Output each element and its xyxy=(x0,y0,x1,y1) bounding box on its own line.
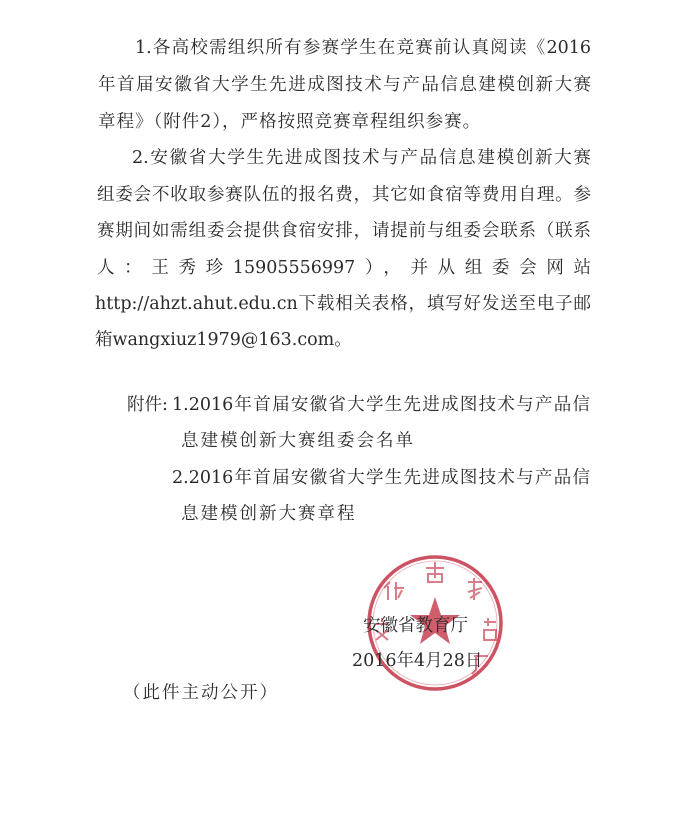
issuer-name: 安徽省教育厅 xyxy=(363,616,468,636)
paragraph2-line: 2.安徽省大学生先进成图技术与产品信息建模创新大赛 xyxy=(132,148,591,168)
paragraph2-line: 赛期间如需组委会提供食宿安排，请提前与组委会联系（联系 xyxy=(97,221,591,241)
attachments-label: 附件: xyxy=(127,395,168,415)
paragraph2-line: 箱wangxiuz1979@163.com。 xyxy=(95,330,352,350)
paragraph1-line: 年首届安徽省大学生先进成图技术与产品信息建模创新大赛 xyxy=(98,75,591,95)
paragraph2-line: 组委会不收取参赛队伍的报名费，其它如食宿等费用自理。参 xyxy=(97,185,591,205)
issue-date: 2016年4月28日 xyxy=(352,651,483,671)
attachment-item-2: 2.2016年首届安徽省大学生先进成图技术与产品信 xyxy=(172,468,590,488)
attachment-item-2-cont: 息建模创新大赛章程 xyxy=(181,504,357,524)
paragraph1-line: 章程》（附件2），严格按照竞赛章程组织参赛。 xyxy=(98,112,482,132)
attachment-item-1: 1.2016年首届安徽省大学生先进成图技术与产品信 xyxy=(172,395,590,415)
attachment-item-1-cont: 息建模创新大赛组委会名单 xyxy=(181,431,415,451)
paragraph1-line: 1.各高校需组织所有参赛学生在竞赛前认真阅读《2016 xyxy=(135,38,591,58)
paragraph2-line: http://ahzt.ahut.edu.cn下载相关表格，填写好发送至电子邮 xyxy=(95,294,591,314)
paragraph2-line: 人：王秀珍15905556997），并从组委会网站 xyxy=(97,258,591,278)
disclosure-note: （此件主动公开） xyxy=(123,683,279,703)
